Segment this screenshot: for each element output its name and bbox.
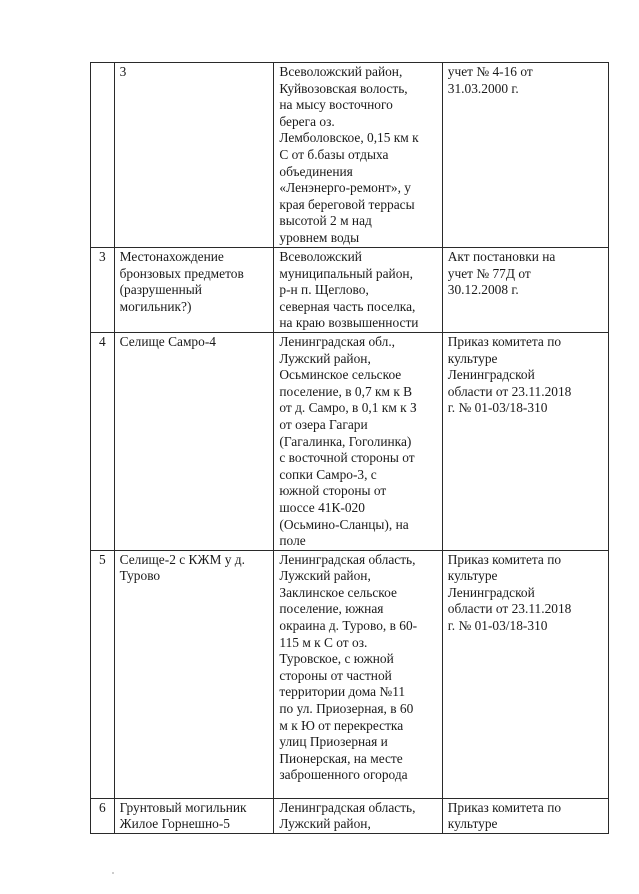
object-name-cell: Селище Самро-4 <box>114 332 274 550</box>
row-number-cell: 3 <box>91 248 115 333</box>
monuments-table <box>90 62 609 834</box>
object-name-cell: Селище-2 с КЖМ у д. Турово <box>114 550 274 798</box>
location-cell: Всеволожский район, Куйвозовская волость, на мысу восточного берега оз. Лемболовское, 0,15 км к С от б.базы отдыха объединения «Ленэнерго-ремонт», у края береговой террасы высотой 2 м над уровнем воды <box>274 63 442 248</box>
row-number-cell: 4 <box>91 332 115 550</box>
object-name-cell: 3 <box>114 63 274 248</box>
location-cell: Всеволожский муниципальный район, р-н п. Щеглово, северная часть поселка, на краю возвышенности <box>274 248 442 333</box>
table-row <box>91 63 609 248</box>
document-cell: Приказ комитета по культуре <box>442 798 608 833</box>
location-cell: Ленинградская область, Лужский район, Заклинское сельское поселение, южная окраина д. Турово, в 60- 115 м к С от оз. Туровское, с южной стороны от частной территории дома №11 по ул. Приозерная, в 60 м к Ю от перекрестка улиц Приозерная и Пионерская, на месте заброшенного огорода <box>274 550 442 798</box>
scan-artifact <box>112 872 114 874</box>
document-cell: Акт постановки на учет № 77Д от 30.12.2008 г. <box>442 248 608 333</box>
object-name-cell: Грунтовый могильник Жилое Горнешно-5 <box>114 798 274 833</box>
document-cell: учет № 4-16 от 31.03.2000 г. <box>442 63 608 248</box>
location-cell: Ленинградская обл., Лужский район, Осьминское сельское поселение, в 0,7 км к В от д. Самро, в 0,1 км к З от озера Гагари (Гагалинка, Гоголинка) с восточной стороны от сопки Самро-3, с южной стороны от шоссе 41К-020 (Осьмино-Сланцы), на поле <box>274 332 442 550</box>
table-row <box>91 550 609 798</box>
row-number-cell: 6 <box>91 798 115 833</box>
table-row <box>91 332 609 550</box>
document-cell: Приказ комитета по культуре Ленинградской области от 23.11.2018 г. № 01-03/18-310 <box>442 550 608 798</box>
document-cell: Приказ комитета по культуре Ленинградской области от 23.11.2018 г. № 01-03/18-310 <box>442 332 608 550</box>
row-number-cell: 5 <box>91 550 115 798</box>
location-cell: Ленинградская область, Лужский район, <box>274 798 442 833</box>
row-number-cell <box>91 63 115 248</box>
table-row <box>91 248 609 333</box>
table-row <box>91 798 609 833</box>
object-name-cell: Местонахождение бронзовых предметов (разрушенный могильник?) <box>114 248 274 333</box>
